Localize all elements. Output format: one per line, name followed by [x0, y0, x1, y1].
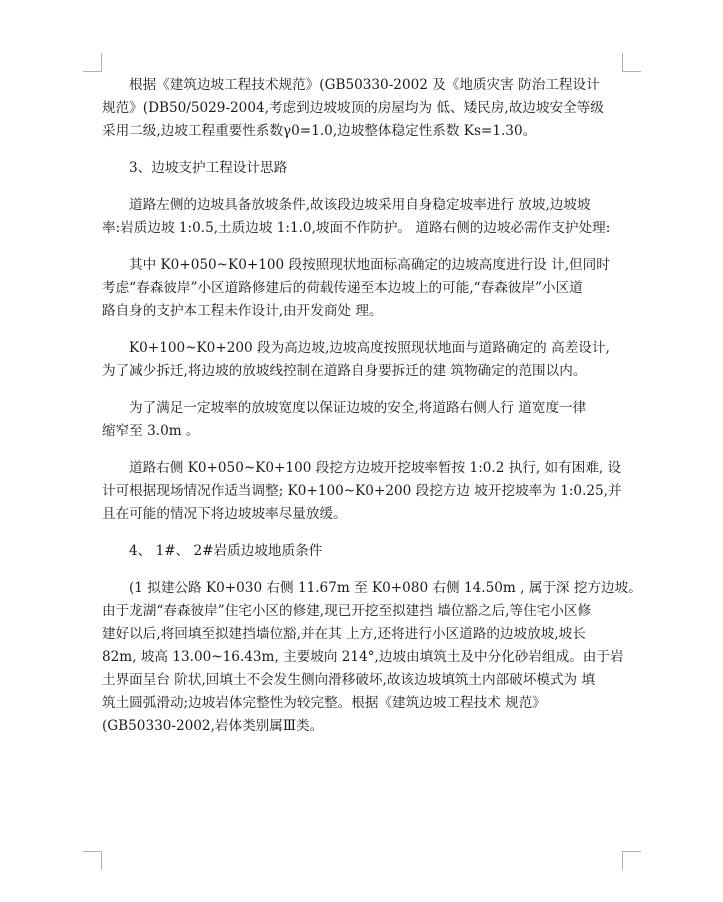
text-line: 由于龙湖“春森彼岸”住宅小区的修建,现已开挖至拟建挡 墙位豁之后,等住宅小区修: [102, 603, 592, 619]
text-line: 考虑“春森彼岸”小区道路修建后的荷载传递至本边坡上的可能,“春森彼岸”小区道: [102, 280, 583, 296]
text-line: 根据《建筑边坡工程技术规范》(GB50330-2002 及《地质灾害 防治工程设计: [129, 77, 600, 93]
text-line: 3、边坡支护工程设计思路: [129, 160, 288, 176]
paragraph: [102, 397, 622, 443]
text-line: 计可根据现场情况作适当调整; K0+100~K0+200 段挖方边 坡开挖坡率为 1:0.25,并: [102, 483, 622, 499]
text-line: (1 拟建公路 K0+030 右侧 11.67m 至 K0+080 右侧 14.50m , 属于深 挖方边坡。: [129, 580, 642, 596]
text-line: 采用二级,边坡工程重要性系数γ0=1.0,边坡整体稳定性系数 Ks=1.30。: [102, 123, 537, 139]
paragraph: [102, 577, 642, 738]
text-line: 82m, 坡高 13.00~16.43m, 主要坡向 214°,边坡由填筑土及中分化砂岩组成。由于岩: [102, 649, 624, 665]
section-heading: [102, 540, 622, 563]
paragraph: [102, 254, 622, 323]
text-line: (GB50330-2002,岩体类别属Ⅲ类。: [102, 718, 324, 734]
text-line: 缩窄至 3.0m 。: [102, 423, 200, 439]
text-line: 建好以后,将回填至拟建挡墙位豁,并在其 上方,还将进行小区道路的边坡放坡,坡长: [102, 626, 586, 642]
page-corner-mark-top-left: [83, 53, 102, 72]
text-line: 4、 1#、 2#岩质边坡地质条件: [129, 543, 323, 559]
text-line: 率:岩质边坡 1:0.5,土质边坡 1:1.0,坡面不作防护。 道路右侧的边坡必需作支护处理:: [102, 220, 611, 236]
section-heading: [102, 157, 622, 180]
document-body: [102, 74, 642, 752]
text-line: 其中 K0+050~K0+100 段按照现状地面标高确定的边坡高度进行设 计,但同时: [129, 257, 610, 273]
paragraph: [102, 337, 622, 383]
page-corner-mark-bottom-right: [622, 851, 641, 870]
page-corner-mark-top-right: [622, 53, 641, 72]
text-line: 且在可能的情况下将边坡坡率尽量放缓。: [102, 506, 347, 522]
text-line: 为了减少拆迁,将边坡的放坡线控制在道路自身要拆迁的建 筑物确定的范围以内。: [102, 363, 587, 379]
paragraph: [102, 74, 622, 143]
page-corner-mark-bottom-left: [83, 851, 102, 870]
text-line: K0+100~K0+200 段为高边坡,边坡高度按照现状地面与道路确定的 高差设计,: [129, 340, 610, 356]
text-line: 规范》(DB50/5029-2004,考虑到边坡坡顶的房屋均为 低、矮民房,故边坡安全等级: [102, 100, 604, 116]
text-line: 为了满足一定坡率的放坡宽度以保证边坡的安全,将道路右侧人行 道宽度一律: [129, 400, 587, 416]
text-line: 路自身的支护本工程未作设计,由开发商处 理。: [102, 303, 383, 319]
paragraph: [102, 194, 622, 240]
text-line: 道路右侧 K0+050~K0+100 段挖方边坡开挖坡率暂按 1:0.2 执行, 如有困难, 设: [129, 460, 622, 476]
text-line: 筑土圆弧滑动;边坡岩体完整性为较完整。根据《建筑边坡工程技术 规范》: [102, 695, 546, 711]
text-line: 土界面呈台 阶状,回填土不会发生侧向滑移破坏,故该边坡填筑土内部破坏模式为 填: [102, 672, 596, 688]
text-line: 道路左侧的边坡具备放坡条件,故该段边坡采用自身稳定坡率进行 放坡,边坡坡: [129, 197, 591, 213]
paragraph: [102, 457, 622, 526]
